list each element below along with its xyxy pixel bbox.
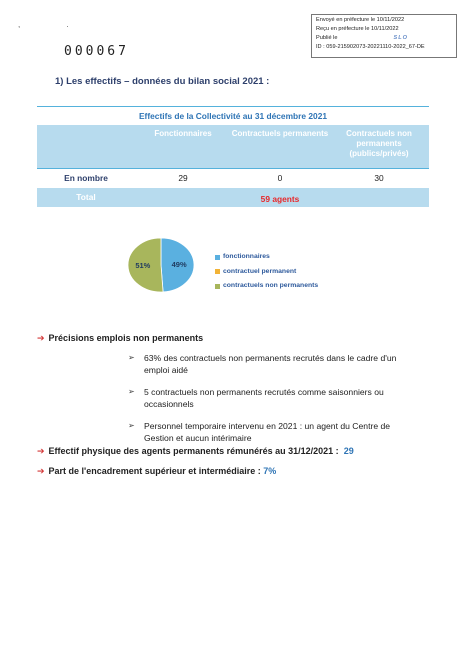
chevron-right-icon: ➢	[128, 421, 135, 430]
header-marks: , .	[18, 20, 91, 29]
table-row	[37, 168, 429, 188]
arrow-right-icon: ➔	[37, 466, 45, 476]
total-value: 59 agents	[260, 194, 300, 204]
table-header-row	[37, 125, 429, 168]
effectif-value: 29	[343, 446, 354, 456]
arrow-right-icon: ➔	[37, 333, 45, 343]
list-item	[128, 386, 408, 410]
document-number: 000067	[64, 44, 129, 59]
chevron-right-icon: ➢	[128, 387, 135, 396]
stamp-published-label: Publié le	[316, 35, 338, 41]
list-item	[128, 352, 408, 376]
legend-item	[215, 265, 318, 280]
table-total-row	[37, 188, 429, 207]
effectif-label: Effectif physique des agents permanents rémunérés au 31/12/2021 :	[48, 446, 339, 456]
encadrement-label: Part de l'encadrement supérieur et intermédiaire :	[48, 466, 261, 476]
legend-swatch-contractuel-permanent	[215, 269, 220, 274]
legend-label-contractuels-non-permanents: contractuels non permanents	[223, 282, 319, 289]
legend-item	[215, 250, 318, 265]
chart-legend	[215, 250, 318, 294]
table-header-fonctionnaires: Fonctionnaires	[154, 129, 212, 138]
effectif-line	[37, 446, 354, 457]
slo-logo: SLO	[393, 35, 408, 41]
pie-data-label: 49%	[171, 260, 187, 270]
cell-fonctionnaires: 29	[178, 173, 188, 183]
arrow-right-icon: ➔	[37, 446, 45, 456]
legend-label-fonctionnaires: fonctionnaires	[223, 253, 270, 260]
section-title: 1) Les effectifs – données du bilan social 2021 :	[55, 76, 270, 87]
legend-label-contractuel-permanent: contractuel permanent	[223, 267, 297, 275]
stamp-sent-date: Envoyé en préfecture le 10/11/2022	[316, 17, 405, 23]
stamp-id: ID : 059-215902073-20221110-2022_67-DE	[316, 44, 425, 50]
cell-contractuels-permanents: 0	[277, 173, 283, 183]
row-label: En nombre	[64, 173, 108, 183]
table-header-empty	[37, 125, 135, 168]
pie-chart	[125, 236, 197, 294]
list-item	[128, 420, 408, 444]
precisions-title: Précisions emplois non permanents	[48, 333, 204, 343]
prefecture-stamp	[311, 14, 457, 58]
precision-text: Personnel temporaire intervenu en 2021 : un agent du Centre de Gestion et aucun intérimaire	[144, 421, 391, 443]
precision-text: 5 contractuels non permanents recrutés comme saisonniers ou occasionnels	[144, 387, 384, 409]
pie-data-label: 51%	[135, 260, 151, 270]
table-header-contractuels-permanents: Contractuels permanents	[231, 129, 329, 138]
precision-text: 63% des contractuels non permanents recrutés dans le cadre d'un emploi aidé	[144, 353, 397, 375]
pie-chart-svg	[125, 236, 197, 294]
total-label: Total	[76, 192, 96, 202]
precisions-heading	[37, 333, 203, 344]
stamp-received-date: Reçu en préfecture le 10/11/2022	[316, 26, 399, 32]
staff-table	[37, 106, 429, 207]
precisions-list	[128, 352, 408, 454]
cell-contractuels-non-permanents: 30	[374, 173, 384, 183]
encadrement-line	[37, 466, 276, 477]
legend-item	[215, 279, 318, 294]
legend-swatch-fonctionnaires	[215, 255, 220, 260]
legend-swatch-contractuels-non-permanents	[215, 284, 220, 289]
table-header-contractuels-non-permanents: Contractuels non permanents (publics/privés)	[346, 129, 412, 158]
encadrement-value: 7%	[263, 466, 277, 476]
chevron-right-icon: ➢	[128, 353, 135, 362]
table-caption: Effectifs de la Collectivité au 31 décembre 2021	[37, 106, 429, 125]
stamp-published	[316, 34, 452, 43]
